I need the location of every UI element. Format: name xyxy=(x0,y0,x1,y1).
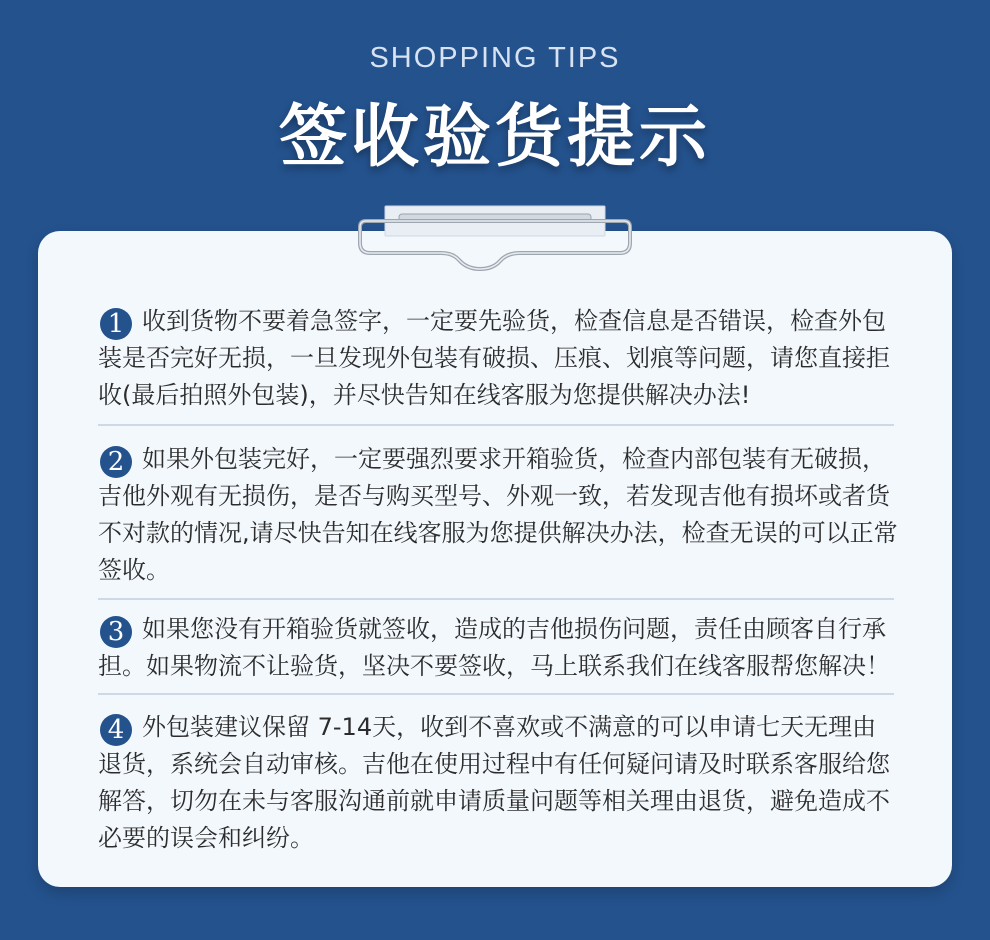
header-subtitle: SHOPPING TIPS xyxy=(369,42,621,74)
tip-item-1 xyxy=(98,303,898,414)
tip-text: 收到货物不要着急签字，一定要先验货，检查信息是否错误，检查外包装是否完好无损，一旦发现外包装有破损、压痕、划痕等问题，请您直接拒收(最后拍照外包装)，并尽快告知在线客服为您提供解决办法! xyxy=(98,307,890,409)
page-title: 签收验货提示 xyxy=(278,98,711,177)
tip-number-badge: 4 xyxy=(100,714,132,746)
tip-item-3 xyxy=(98,611,898,685)
tip-text: 如果您没有开箱验货就签收，造成的吉他损伤问题，责任由顾客自行承担。如果物流不让验货，坚决不要签收，马上联系我们在线客服帮您解决！ xyxy=(98,615,890,680)
tip-text: 外包装建议保留 7-14天，收到不喜欢或不满意的可以申请七天无理由退货，系统会自动审核。吉他在使用过程中有任何疑问请及时联系客服给您解答，切勿在未与客服沟通前就申请质量问题等相关理由退货，避免造成不必要的误会和纠纷。 xyxy=(98,713,890,852)
tip-number-badge: 3 xyxy=(100,616,132,648)
tip-text: 如果外包装完好，一定要强烈要求开箱验货，检查内部包装有无破损，吉他外观有无损伤，是否与购买型号、外观一致，若发现吉他有损坏或者货不对款的情况,请尽快告知在线客服为您提供解决办法，检查无误的可以正常签收。 xyxy=(98,445,898,584)
binder-clip-icon xyxy=(355,203,635,273)
tip-item-4 xyxy=(98,709,898,857)
tip-number-badge: 2 xyxy=(100,446,132,478)
divider xyxy=(98,424,894,426)
tip-item-2 xyxy=(98,441,898,589)
divider xyxy=(98,598,894,600)
tip-number-badge: 1 xyxy=(100,308,132,340)
divider xyxy=(98,693,894,695)
